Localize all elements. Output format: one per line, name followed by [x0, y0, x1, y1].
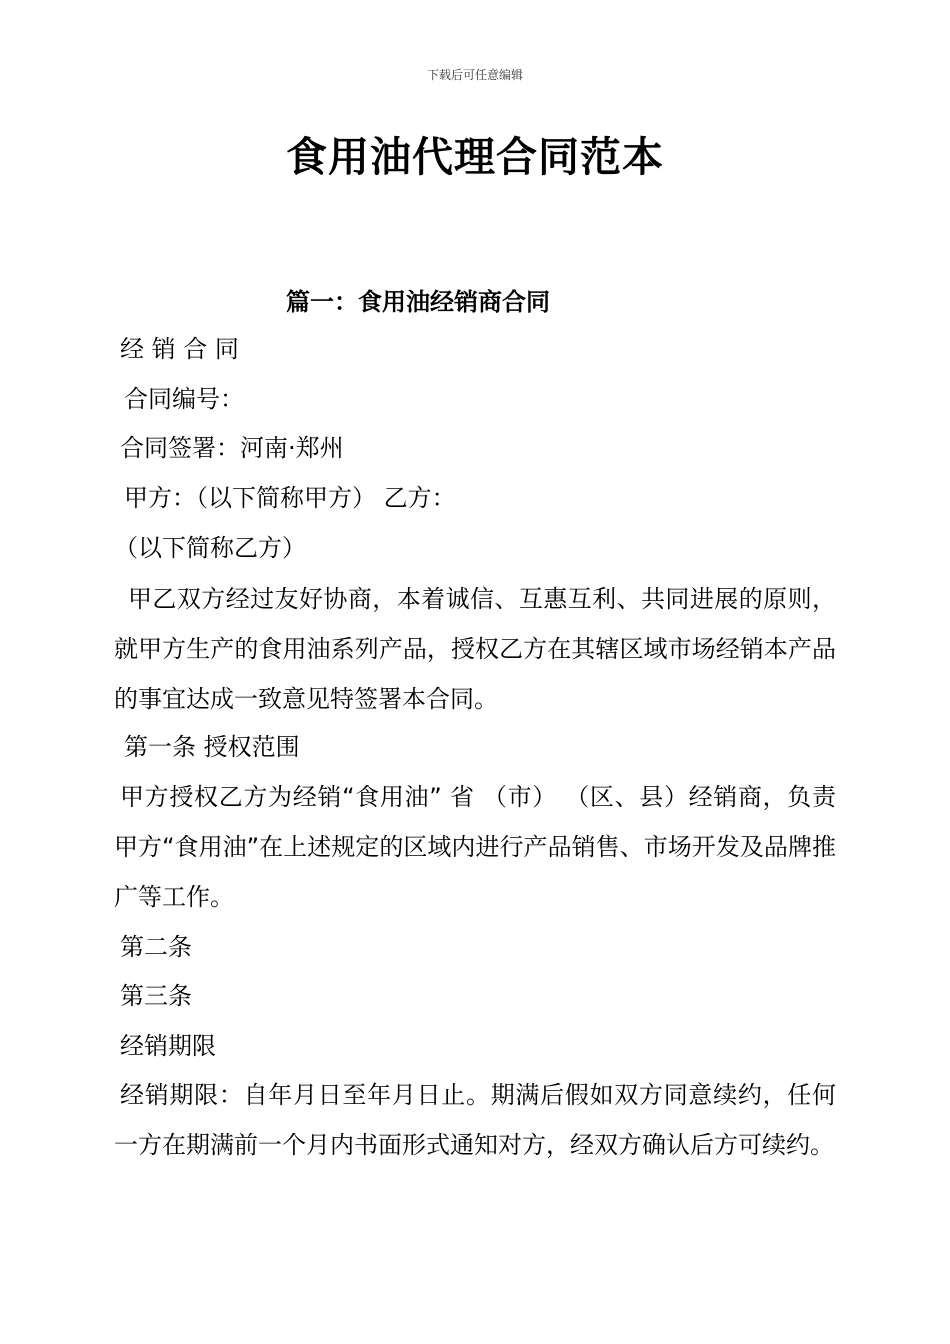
header-note: 下载后可任意编辑 — [426, 68, 523, 82]
term-paragraph: 经销期限：自年月日至年月日止。期满后假如双方同意续约，任何一方在期满前一个月内书面形式通知对方，经双方确认后方可续约。 — [114, 1081, 836, 1159]
party-b-line: （以下简称乙方） — [114, 534, 306, 562]
signing-place: 合同签署：河南·郑州 — [120, 434, 344, 462]
intro-paragraph: 甲乙双方经过友好协商，本着诚信、互惠互利、共同进展的原则，就甲方生产的食用油系列产品，授权乙方在其辖区域市场经销本产品的事宜达成一致意见特签署本合同。 — [114, 585, 836, 713]
article-2-heading: 第二条 — [120, 933, 192, 961]
contract-heading: 经 销 合 同 — [120, 335, 239, 363]
term-heading: 经销期限 — [120, 1032, 216, 1060]
article-3-heading: 第三条 — [120, 982, 192, 1010]
document-title: 食用油代理合同范本 — [286, 133, 664, 181]
article-1-heading: 第一条 授权范围 — [124, 733, 300, 761]
contract-number: 合同编号： — [124, 385, 244, 413]
party-a-line: 甲方：（以下简称甲方） 乙方： — [124, 484, 456, 512]
article-1-paragraph: 甲方授权乙方为经销“食用油” 省 （市） （区、县）经销商，负责甲方“食用油”在上述规定的区域内进行产品销售、市场开发及品牌推广等工作。 — [114, 783, 836, 911]
section-title: 篇一：食用油经销商合同 — [286, 288, 550, 316]
